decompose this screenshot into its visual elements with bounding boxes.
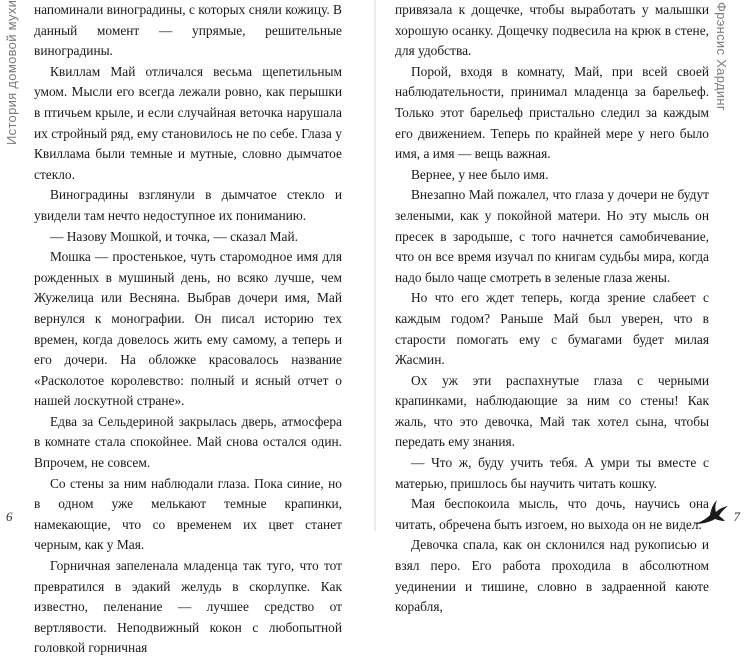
left-page-text — [34, 0, 342, 659]
paragraph: Квиллам Май отличался весьма щепетильным умом. Мысли его всегда лежали ровно, как перышки в птичьем крыле, и если случайная веточка нарушала их стройный ряд, ему становилось не по себе. Глаза у Квиллама были темные и мутные, словно дымчатое стекло. — [34, 63, 342, 182]
paragraph: Порой, входя в комнату, Май, при всей своей наблюдательности, принимал младенца за барельеф. Только этот барельеф пристально следил за каждым его движением. Теперь по крайней мере у него было имя, а имя — вещь важная. — [395, 63, 709, 162]
paragraph: Горничная запеленала младенца так туго, что тот превратился в эдакий желудь в скорлупке. Как известно, пеленание — лучшее средство от вертлявости. Неподвижный кокон с любопытной головкой горничная — [34, 558, 342, 656]
paragraph: — Назову Мошкой, и точка, — сказал Май. — [50, 228, 299, 244]
paragraph: Девочка спала, как он склонился над рукописью и взял перо. Его работа проходила в абсолютном уединении и тишине, словно в задраенной каюте корабля, — [395, 537, 709, 615]
left-page — [0, 0, 375, 656]
page-number-left: 6 — [6, 509, 13, 524]
running-head-left: История домовой мухи — [4, 0, 19, 145]
paragraph: Едва за Сельдериной закрылась дверь, атмосфера в комнате стала спокойнее. Май снова остался один. Впрочем, не совсем. — [34, 413, 342, 471]
paragraph: Мошка — простенькое, чуть старомодное имя для рожденных в мушиный день, но всяко лучше, чем Жужелица или Весняна. Выбрав дочери имя, Май вернулся к монографии. Он писал историю тех времен, когда довелось жить ему самому, а теперь и его дочери. На обложке красовалось название «Расколотое королевство: полный и ясный отчет о нашей лоскутной стране». — [34, 249, 342, 409]
paragraph: Но что его ждет теперь, когда зрение слабеет с каждым годом? Раньше Май был уверен, что в старости помогать ему с бумагами будет милая Жасмин. — [395, 290, 709, 368]
page-number-right: 7 — [733, 509, 740, 524]
paragraph: напоминали виноградины, с которых сняли кожицу. В данный момент — упрямые, решительные виноградины. — [34, 2, 342, 59]
paragraph: — Что ж, буду учить тебя. А умри ты вместе с матерью, пришлось бы научить читать кошку. — [395, 455, 709, 491]
bird-silhouette-icon — [692, 499, 730, 527]
paragraph: Ох уж эти распахнутые глаза с черными крапинками, наблюдающие за ним со стены! Как жаль, что это девочка, Май так хотел сына, чтобы передать ему знания. — [395, 372, 709, 450]
right-page-text — [395, 0, 709, 618]
paragraph: Вернее, у нее было имя. — [411, 166, 549, 182]
paragraph: привязала к дощечке, чтобы выработать у малышки хорошую осанку. Дощечку подвесила на крюк в стене, для удобства. — [395, 2, 709, 59]
paragraph: Виноградины взглянули в дымчатое стекло и увидели там нечто недоступное их пониманию. — [34, 187, 342, 223]
paragraph: Со стены за ним наблюдали глаза. Пока синие, но в одном уже мелькают темные крапинки, намекающие, что со временем их цвет станет черным, как у Мая. — [34, 475, 342, 553]
right-page — [375, 0, 750, 615]
paragraph: Мая беспокоила мысль, что дочь, научись она читать, обречена быть изгоем, но выхода он не видел. — [395, 496, 709, 532]
running-head-right: Фрэнсис Хардинг — [714, 2, 729, 111]
paragraph: Внезапно Май пожалел, что глаза у дочери не будут зелеными, как у покойной матери. Но эту мысль он пресек в зародыше, с того начнется самобичевание, что он все время изучал по книгам судьбы мира, когда надо было чаще смотреть в зеленые глаза жены. — [395, 187, 709, 285]
